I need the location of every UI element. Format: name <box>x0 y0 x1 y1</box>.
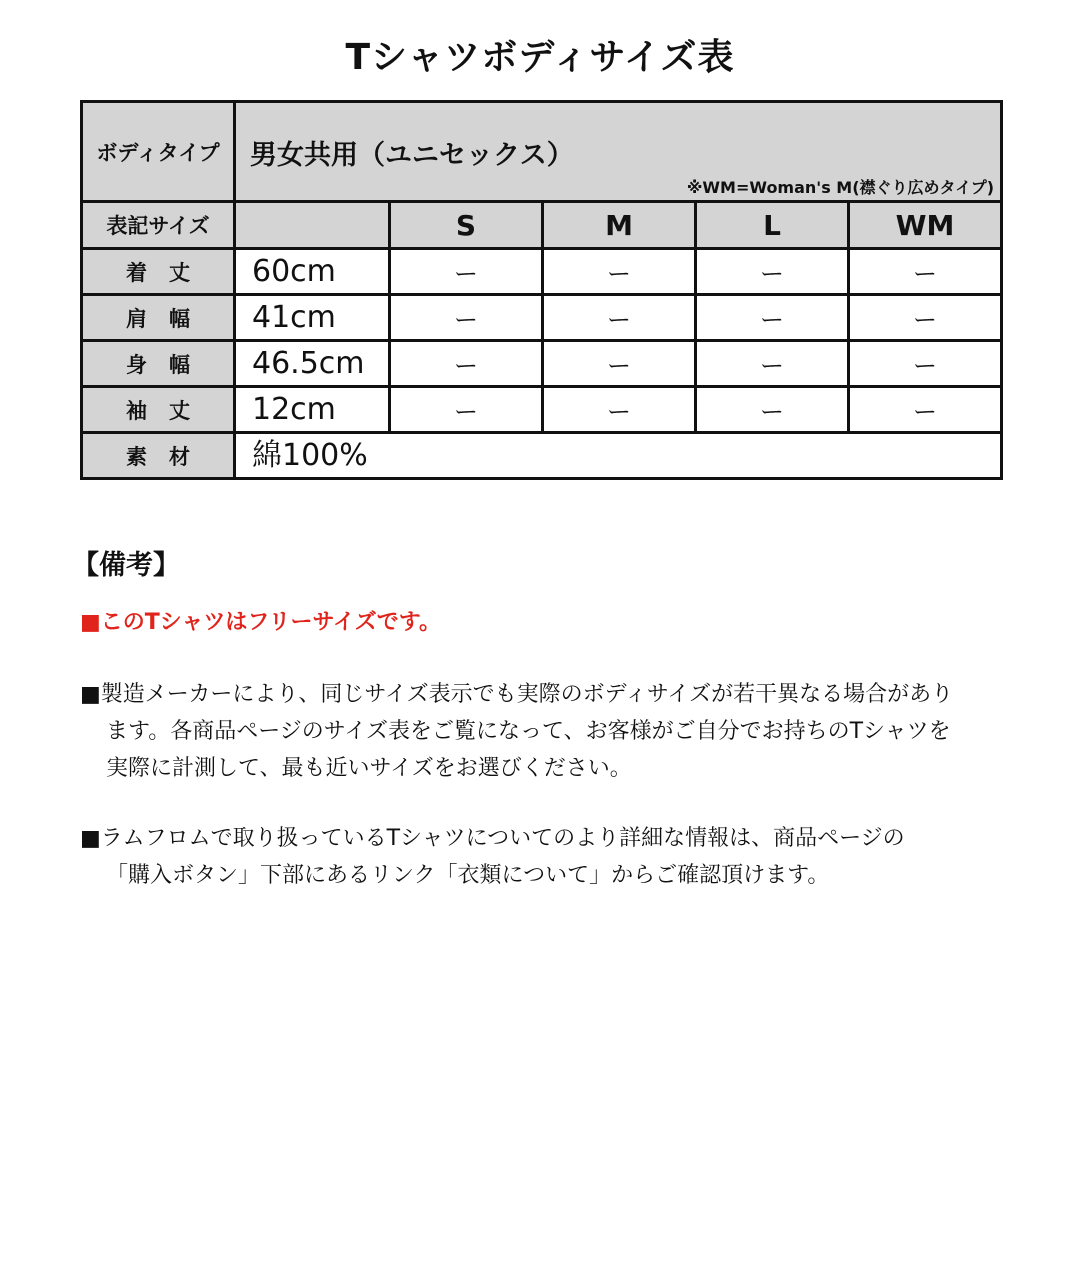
table-row <box>82 295 1002 341</box>
size-cell: ー <box>849 341 1002 387</box>
size-cell: ー <box>543 249 696 295</box>
note-line: ます。各商品ページのサイズ表をご覧になって、お客様がご自分でお持ちのTシャツを <box>106 719 951 744</box>
size-header-row <box>82 202 1002 249</box>
row-value: 60cm <box>235 249 390 295</box>
table-row <box>82 249 1002 295</box>
size-cell: ー <box>849 249 1002 295</box>
body-type-note: ※WM=Woman's M(襟ぐり広めタイプ) <box>686 178 995 197</box>
note-line: 実際に計測して、最も近いサイズをお選びください。 <box>106 756 632 781</box>
body-type-cell <box>235 102 1002 202</box>
size-cell: ー <box>390 295 543 341</box>
size-cell: ー <box>696 341 849 387</box>
size-header-m: M <box>543 202 696 249</box>
table-row <box>82 341 1002 387</box>
size-header-wm: WM <box>849 202 1002 249</box>
size-cell: ー <box>390 387 543 433</box>
size-cell: ー <box>390 249 543 295</box>
notes-heading: 【備考】 <box>72 550 180 581</box>
size-cell: ー <box>543 295 696 341</box>
material-row <box>82 433 1002 479</box>
size-header-l: L <box>696 202 849 249</box>
size-cell: ー <box>543 341 696 387</box>
note-line: ■ラムフロムで取り扱っているTシャツについてのより詳細な情報は、商品ページの <box>80 826 905 851</box>
material-value: 綿100% <box>235 433 1002 479</box>
row-label: 身幅 <box>82 341 235 387</box>
size-header-s: S <box>390 202 543 249</box>
size-table <box>80 100 1003 480</box>
material-label: 素材 <box>82 433 235 479</box>
note-details-link <box>80 820 1010 894</box>
row-label: 肩幅 <box>82 295 235 341</box>
note-line: ■製造メーカーにより、同じサイズ表示でも実際のボディサイズが若干異なる場合があり <box>80 682 954 707</box>
size-cell: ー <box>543 387 696 433</box>
page-title: Tシャツボディサイズ表 <box>345 37 735 78</box>
size-cell: ー <box>390 341 543 387</box>
row-label: 着丈 <box>82 249 235 295</box>
size-cell: ー <box>849 295 1002 341</box>
row-label: 袖丈 <box>82 387 235 433</box>
row-value: 12cm <box>235 387 390 433</box>
row-value: 46.5cm <box>235 341 390 387</box>
size-cell: ー <box>696 295 849 341</box>
body-type-row <box>82 102 1002 202</box>
row-value: 41cm <box>235 295 390 341</box>
size-label: 表記サイズ <box>82 202 235 249</box>
size-cell: ー <box>849 387 1002 433</box>
table-row <box>82 387 1002 433</box>
body-type-label: ボディタイプ <box>82 102 235 202</box>
note-line: 「購入ボタン」下部にあるリンク「衣類について」からご確認頂けます。 <box>106 863 830 888</box>
free-size-note: ■このTシャツはフリーサイズです。 <box>80 610 441 635</box>
size-cell: ー <box>696 249 849 295</box>
body-type-value: 男女共用（ユニセックス） <box>250 140 574 171</box>
size-cell: ー <box>696 387 849 433</box>
size-header-blank <box>235 202 390 249</box>
note-maker-variation <box>80 676 1010 787</box>
